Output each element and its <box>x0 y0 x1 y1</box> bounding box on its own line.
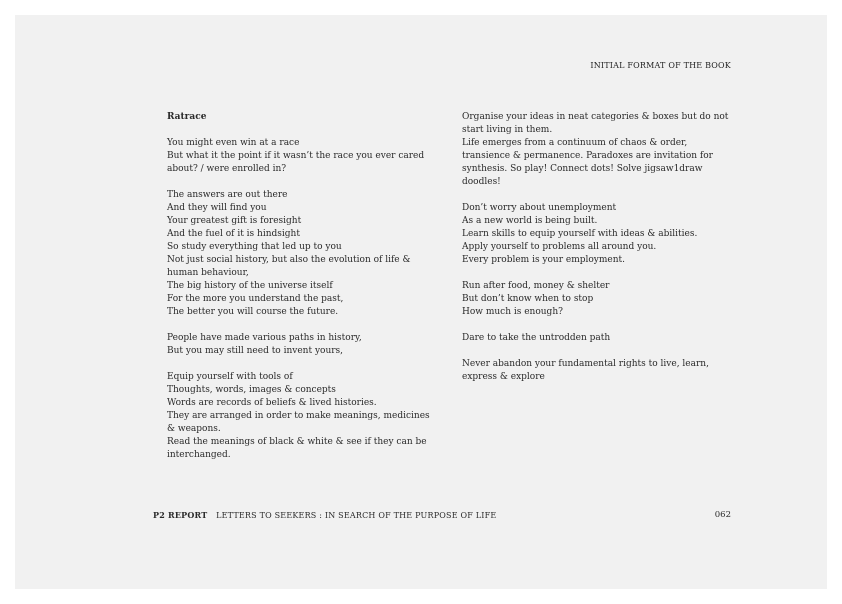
left-stanzas <box>167 137 432 462</box>
text-line: Learn skills to equip yourself with ideas & abilities. <box>462 229 698 239</box>
right-column <box>462 111 729 397</box>
stanza <box>462 111 729 189</box>
text-line: And they will find you <box>167 203 267 213</box>
stanza <box>462 202 707 267</box>
text-line: express & explore <box>462 372 545 382</box>
header-label: INITIAL FORMAT OF THE BOOK <box>590 61 731 70</box>
text-line: Every problem is your employment. <box>462 255 626 265</box>
stanza <box>167 189 432 319</box>
text-line: So study everything that led up to you <box>167 242 342 252</box>
text-line: But don’t know when to stop <box>462 294 594 304</box>
text-line: Not just social history, but also the evolution of life & <box>167 255 411 265</box>
text-line: about? / were enrolled in? <box>167 164 287 174</box>
stanza <box>462 280 707 319</box>
text-line: The answers are out there <box>167 190 288 200</box>
text-line: For the more you understand the past, <box>167 294 344 304</box>
text-line: How much is enough? <box>462 307 563 317</box>
text-line: Read the meanings of black & white & see if they can be <box>167 437 427 447</box>
page-number: 062 <box>714 510 731 520</box>
text-line: & weapons. <box>167 424 221 434</box>
stanza <box>167 371 432 462</box>
text-line: They are arranged in order to make meanings, medicines <box>167 411 430 421</box>
text-line: Words are records of beliefs & lived histories. <box>167 398 377 408</box>
text-line: Equip yourself with tools of <box>167 372 293 382</box>
text-line: Run after food, money & shelter <box>462 281 610 291</box>
text-line: The better you will course the future. <box>167 307 339 317</box>
text-line: People have made various paths in history, <box>167 333 362 343</box>
footer-title: LETTERS TO SEEKERS : IN SEARCH OF THE PURPOSE OF LIFE <box>216 511 497 520</box>
poem-title: Ratrace <box>167 112 207 122</box>
text-line: interchanged. <box>167 450 231 460</box>
text-line: Apply yourself to problems all around you. <box>462 242 657 252</box>
footer-brand: P2 REPORT <box>153 510 208 520</box>
text-line: start living in them. <box>462 125 553 135</box>
left-column <box>167 111 432 475</box>
text-line: Dare to take the untrodden path <box>462 333 611 343</box>
text-line: human behaviour, <box>167 268 249 278</box>
stanza <box>462 358 707 384</box>
text-line: Life emerges from a continuum of chaos & order, <box>462 138 688 148</box>
text-line: doodles! <box>462 177 501 187</box>
stanza <box>167 332 432 358</box>
text-line: Organise your ideas in neat categories & boxes but do not <box>462 112 729 122</box>
stanza <box>462 332 707 345</box>
text-line: synthesis. So play! Connect dots! Solve jigsaw1draw <box>462 164 703 174</box>
text-line: You might even win at a race <box>167 138 300 148</box>
text-line: Thoughts, words, images & concepts <box>167 385 336 395</box>
text-line: But you may still need to invent yours, <box>167 346 344 356</box>
stanza <box>167 137 432 176</box>
text-line: Don’t worry about unemployment <box>462 203 617 213</box>
text-line: And the fuel of it is hindsight <box>167 229 300 239</box>
text-line: Your greatest gift is foresight <box>167 216 302 226</box>
text-line: Never abandon your fundamental rights to live, learn, <box>462 359 709 369</box>
text-line: As a new world is being built. <box>462 216 598 226</box>
footer <box>153 510 496 520</box>
text-line: The big history of the universe itself <box>167 281 333 291</box>
text-line: transience & permanence. Paradoxes are invitation for <box>462 151 713 161</box>
text-line: But what it the point if it wasn’t the race you ever cared <box>167 151 425 161</box>
right-stanzas <box>462 111 729 384</box>
